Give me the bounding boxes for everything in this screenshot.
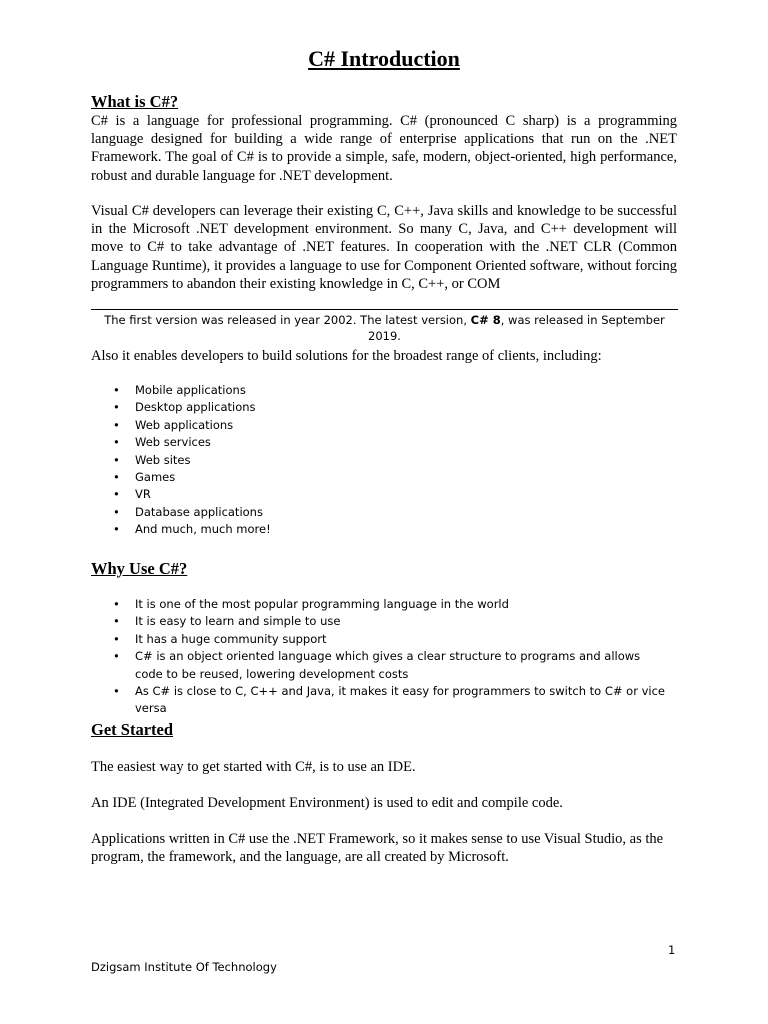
why-list [91, 596, 667, 718]
bullet-icon: • [113, 614, 120, 629]
list-item: • As C# is close to C, C++ and Java, it makes it easy for programmers to switch to C# or vice versa [113, 684, 665, 716]
list-item: • Web applications [91, 417, 681, 434]
paragraph-get-started-2: An IDE (Integrated Development Environment) is used to edit and compile code. [91, 795, 563, 811]
bullet-icon: • [113, 649, 120, 664]
release-note-version: C# 8 [470, 313, 501, 327]
clients-list [91, 382, 681, 539]
list-item: • Desktop applications [91, 399, 681, 416]
list-item: • Web sites [91, 452, 681, 469]
paragraph-get-started-3: Applications written in C# use the .NET Framework, so it makes sense to use Visual Studio, as the program, the framework, and the language, are all created by Microsoft. [91, 831, 664, 866]
bullet-icon: • [113, 417, 120, 432]
list-item: • Web services [91, 434, 681, 451]
bullet-icon: • [113, 487, 120, 502]
bullet-icon: • [113, 522, 120, 537]
page-title: C# Introduction [308, 46, 460, 71]
page-number: 1 [668, 943, 676, 957]
paragraph-what-is-csharp-2: Visual C# developers can leverage their existing C, C++, Java skills and knowledge to be successful in the Microsoft .NET development environment. So many C, Java, and C++ development will move to C# to take advantage of .NET features. In cooperation with the .NET CLR (Common Language Runtime), it provides a language to use for Component Oriented software, without forcing programmers to abandon their existing knowledge in C, C++, or COM [91, 203, 677, 292]
list-item: • Database applications [91, 504, 681, 521]
list-item: • It is easy to learn and simple to use [91, 613, 667, 630]
clients-intro: Also it enables developers to build solutions for the broadest range of clients, including: [91, 348, 602, 364]
heading-why-use-csharp: Why Use C#? [91, 559, 188, 578]
list-item: • C# is an object oriented language which gives a clear structure to programs and allows code to be reused, lowering development costs [113, 649, 641, 681]
paragraph-get-started-1: The easiest way to get started with C#, is to use an IDE. [91, 759, 416, 775]
list-item: • Games [91, 469, 681, 486]
list-item: • It is one of the most popular programming language in the world [91, 596, 667, 613]
release-note [91, 312, 678, 344]
footer-institution: Dzigsam Institute Of Technology [91, 960, 277, 974]
bullet-icon: • [113, 631, 120, 646]
release-note-prefix: The first version was released in year 2002. The latest version, [104, 313, 471, 327]
release-note-suffix: , was released in September 2019. [368, 313, 665, 343]
list-item: • VR [91, 486, 681, 503]
list-item: • And much, much more! [91, 521, 681, 538]
list-item: • It has a huge community support [91, 631, 667, 648]
bullet-icon: • [113, 452, 120, 467]
bullet-icon: • [113, 470, 120, 485]
bullet-icon: • [113, 383, 120, 397]
paragraph-what-is-csharp-1: C# is a language for professional programming. C# (pronounced C sharp) is a programming language designed for building a wide range of enterprise applications that run on the .NET Framework. The goal of C# is to provide a simple, safe, modern, object-oriented, high performance, robust and durable language for .NET development. [91, 113, 677, 184]
bullet-icon: • [113, 684, 120, 699]
heading-get-started: Get Started [91, 720, 174, 739]
bullet-icon: • [113, 597, 120, 611]
bullet-icon: • [113, 400, 120, 415]
bullet-icon: • [113, 504, 120, 519]
heading-what-is-csharp: What is C#? [91, 92, 179, 111]
separator-line [91, 309, 678, 310]
bullet-icon: • [113, 435, 120, 450]
list-item: • Mobile applications [91, 382, 681, 399]
